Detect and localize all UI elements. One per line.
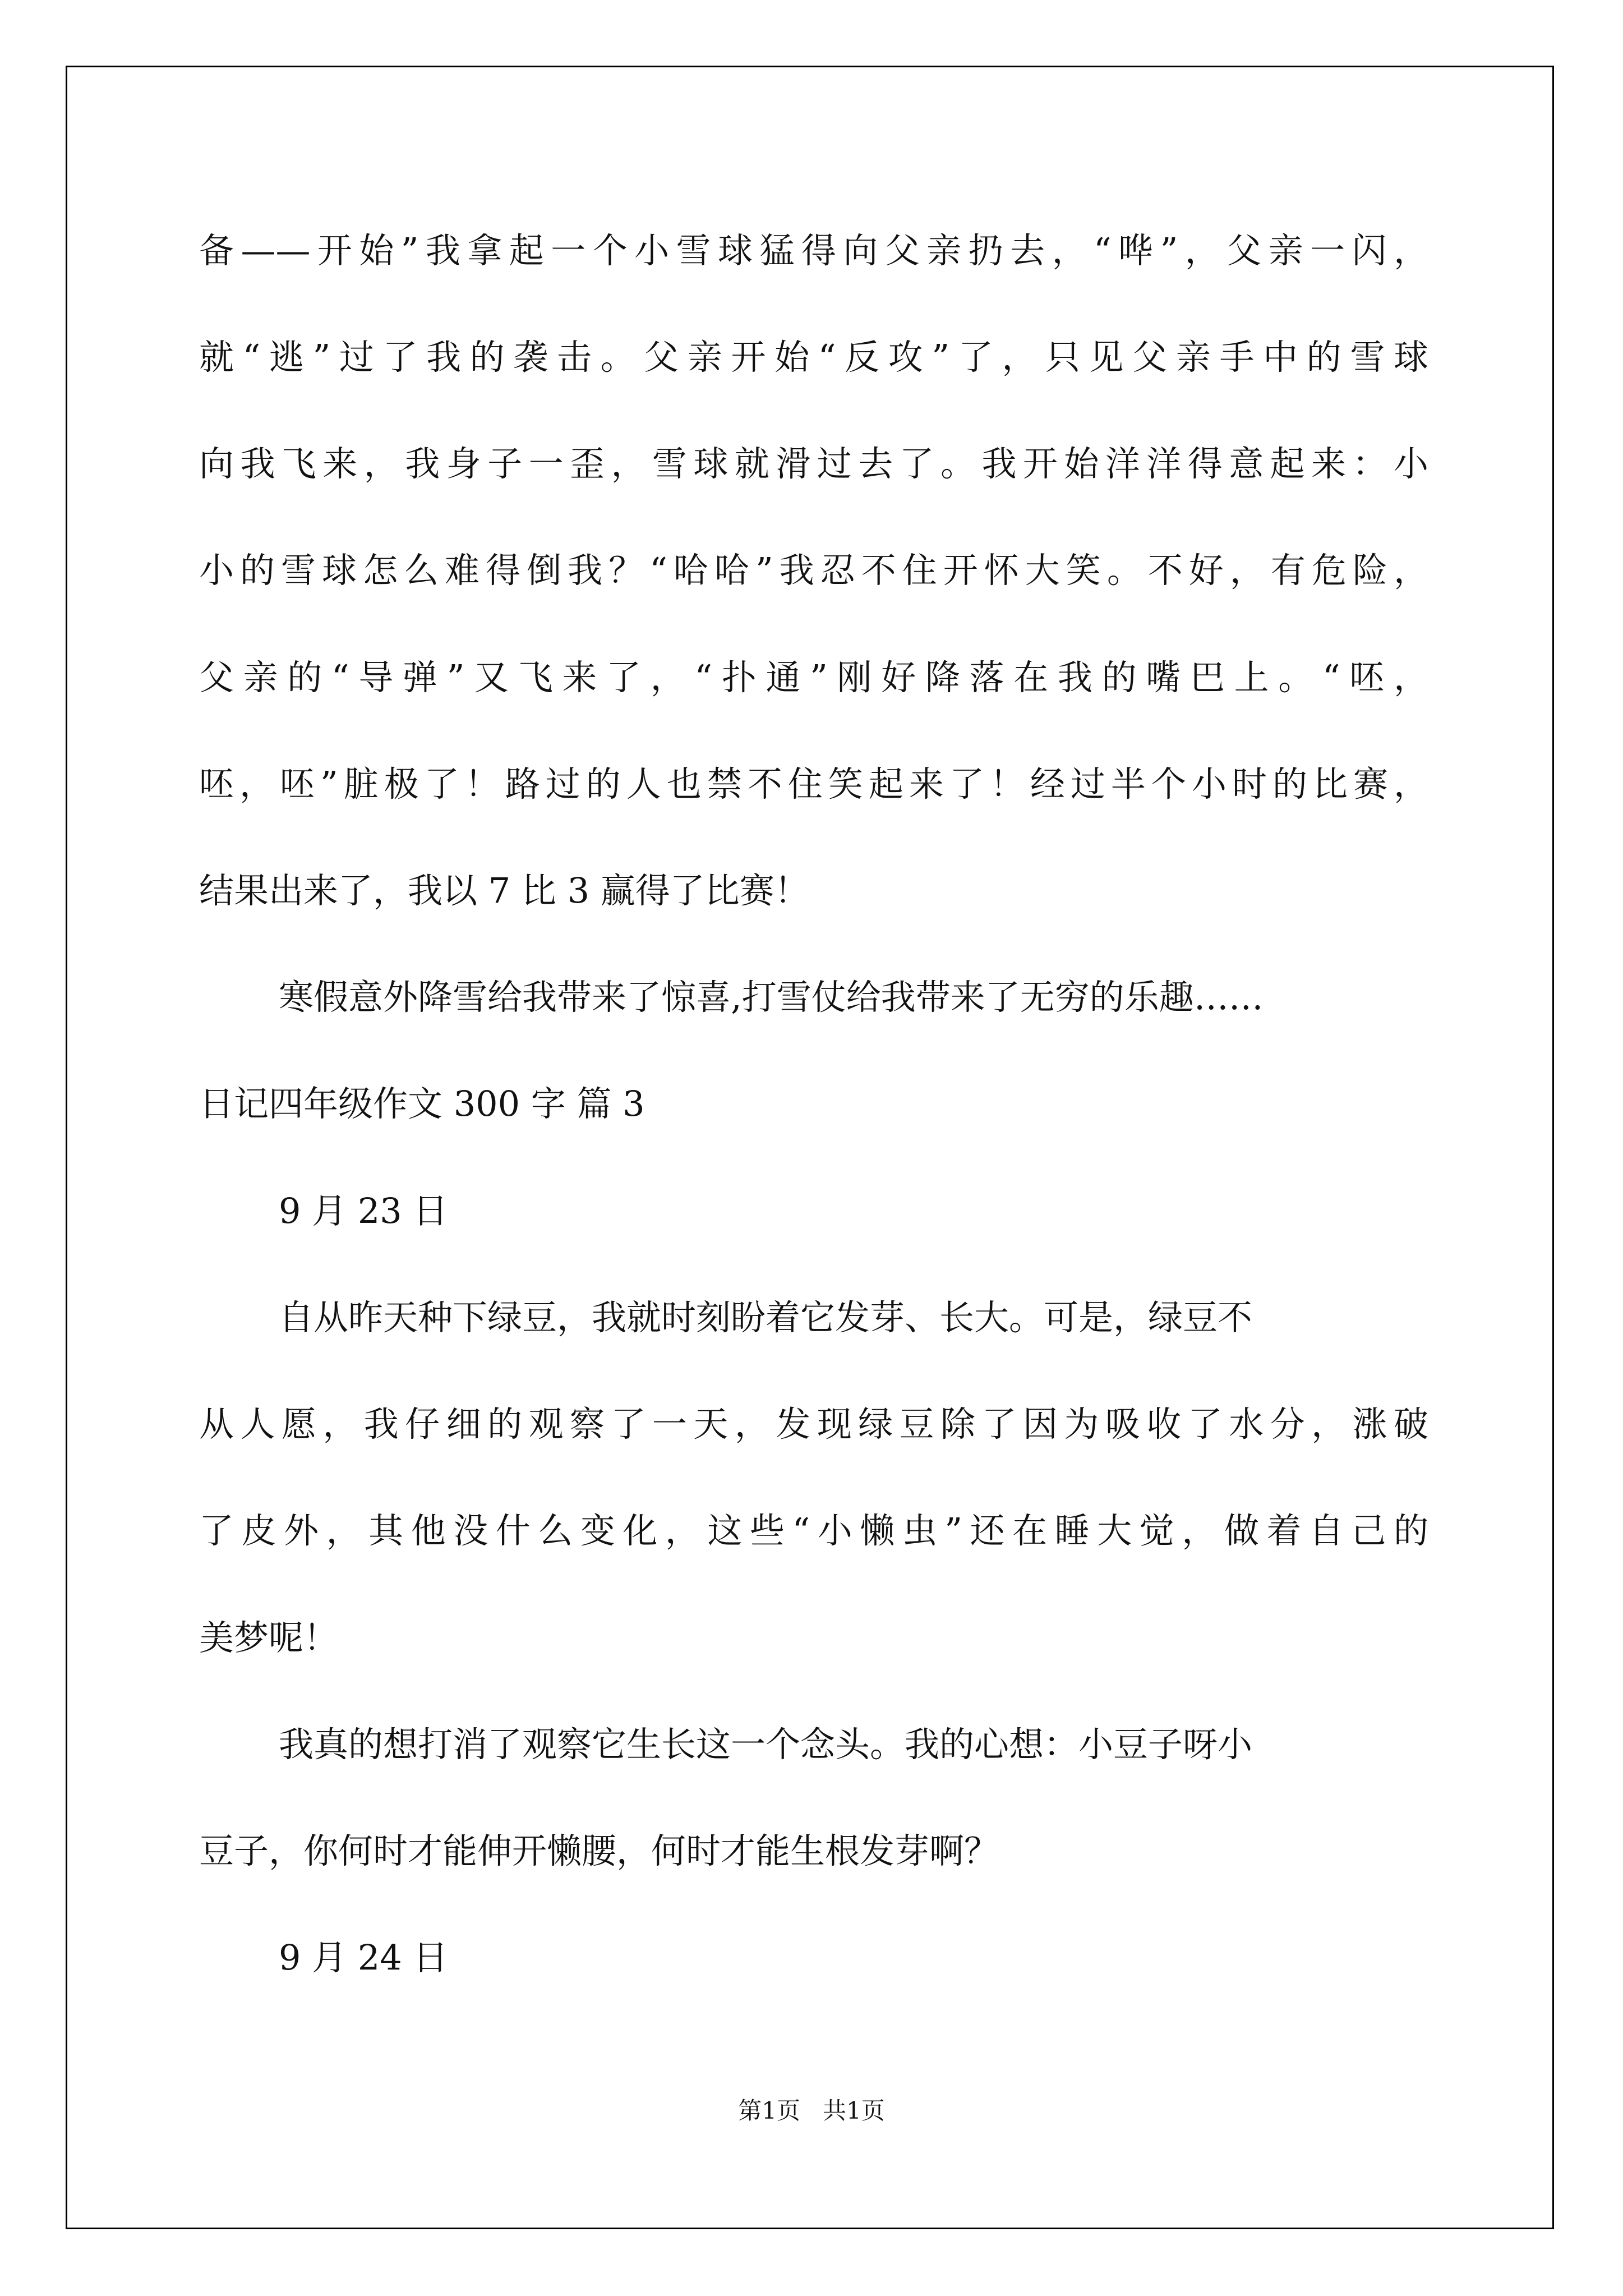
text-line-7: 结果出来了，我以 7 比 3 赢得了比赛！ bbox=[199, 870, 809, 911]
text-line-12: 美梦呢！ bbox=[199, 1617, 339, 1658]
text-line-3: 向我飞来，我身子一歪，雪球就滑过去了。我开始洋洋得意起来：小 bbox=[199, 443, 1428, 484]
text-line-5: 父亲的“导弹”又飞来了，“扑通”刚好降落在我的嘴巴上。“呸， bbox=[199, 657, 1428, 698]
date-line-2: 9 月 24 日 bbox=[279, 1937, 448, 1978]
text-line-13: 我真的想打消了观察它生长这一个念头。我的心想：小豆子呀小 bbox=[279, 1724, 1253, 1765]
text-line-8: 寒假意外降雪给我带来了惊喜,打雪仗给我带来了无穷的乐趣…… bbox=[279, 977, 1264, 1018]
text-line-4: 小的雪球怎么难得倒我？“哈哈”我忍不住开怀大笑。不好，有危险， bbox=[199, 550, 1428, 591]
text-line-11: 了皮外，其他没什么变化，这些“小懒虫”还在睡大觉，做着自己的 bbox=[199, 1510, 1428, 1551]
text-line-2: 就“逃”过了我的袭击。父亲开始“反攻”了，只见父亲手中的雪球 bbox=[199, 337, 1428, 378]
page-footer: 第1页 共1页 bbox=[738, 2097, 885, 2124]
text-line-14: 豆子，你何时才能伸开懒腰，何时才能生根发芽啊？ bbox=[199, 1830, 999, 1871]
text-line-1: 备——开始”我拿起一个小雪球猛得向父亲扔去，“哗”，父亲一闪， bbox=[199, 230, 1428, 271]
text-line-6: 呸，呸”脏极了！路过的人也禁不住笑起来了！经过半个小时的比赛， bbox=[199, 763, 1428, 804]
date-line-1: 9 月 23 日 bbox=[279, 1190, 448, 1231]
text-line-10: 从人愿，我仔细的观察了一天，发现绿豆除了因为吸收了水分，涨破 bbox=[199, 1404, 1428, 1444]
section-heading: 日记四年级作文 300 字 篇 3 bbox=[199, 1083, 645, 1124]
text-line-9: 自从昨天种下绿豆，我就时刻盼着它发芽、长大。可是，绿豆不 bbox=[279, 1297, 1253, 1338]
